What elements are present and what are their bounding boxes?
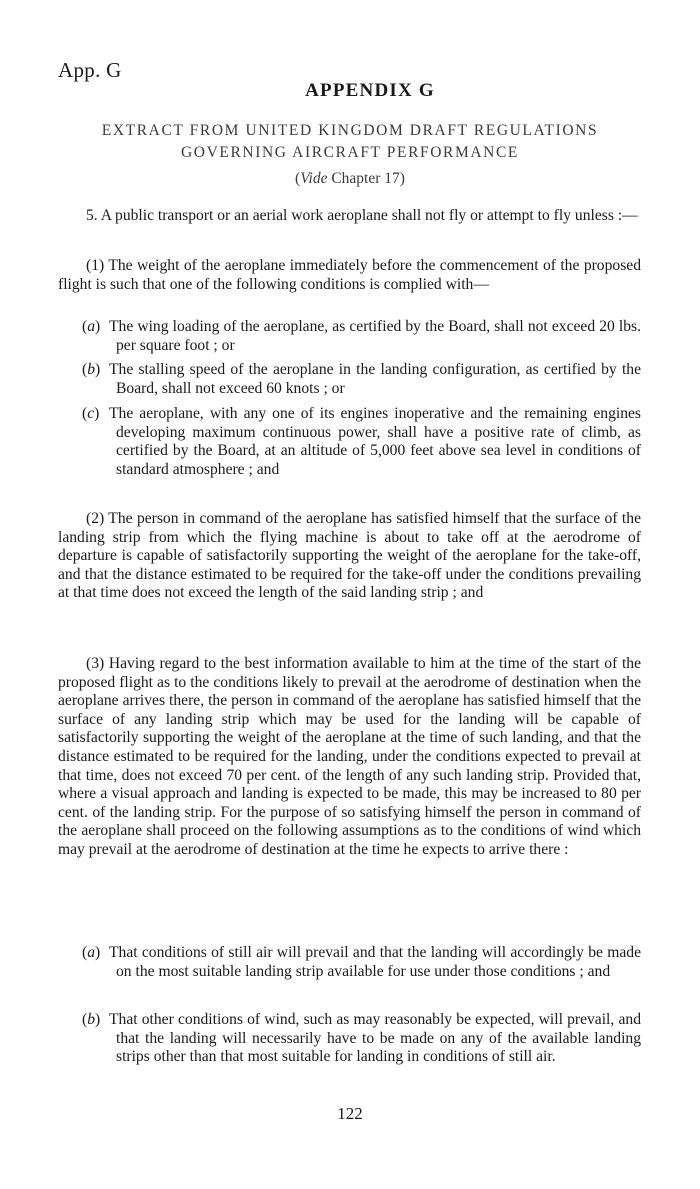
chapter-reference	[60, 170, 640, 188]
page-number: 122	[337, 1104, 363, 1123]
paragraph-5	[58, 207, 641, 226]
subparagraph-1-text: (1) The weight of the aeroplane immediately before the commencement of the proposed flight is such that one of the following conditions is complied with—	[58, 257, 641, 293]
appendix-subtitle: EXTRACT FROM UNITED KINGDOM DRAFT REGULATIONS GOVERNING AIRCRAFT PERFORMANCE	[101, 122, 599, 161]
item-label: (b)	[82, 361, 101, 378]
vide-word: Vide	[300, 170, 328, 187]
appendix-title: APPENDIX G	[305, 80, 435, 101]
item-label: (a)	[82, 944, 101, 961]
vide-rest: Chapter 17)	[327, 170, 405, 187]
subparagraph-1-item-a	[82, 318, 641, 355]
item-label: (c)	[82, 405, 100, 422]
item-text: The wing loading of the aeroplane, as certified by the Board, shall not exceed 20 lbs. per square foot ; or	[109, 318, 641, 354]
subparagraph-3	[58, 655, 641, 860]
vide-open: (	[295, 170, 301, 187]
subparagraph-1	[58, 257, 641, 294]
item-label: (a)	[82, 318, 101, 335]
item-text: That other conditions of wind, such as may reasonably be expected, will prevail, and that the landing will necessarily have to be made on any of the available landing strips other than that most suitable for landing in conditions of still air.	[109, 1011, 641, 1066]
subparagraph-3-item-b	[82, 1011, 641, 1067]
item-label: (b)	[82, 1011, 101, 1028]
subparagraph-3-item-a	[82, 944, 641, 981]
subparagraph-1-item-b	[82, 361, 641, 398]
running-head: App. G	[58, 58, 122, 82]
item-text: The aeroplane, with any one of its engines inoperative and the remaining engines developing maximum continuous power, shall have a positive rate of climb, as certified by the Board, at an altitude of 5,000 feet above sea level in conditions of standard atmosphere ; and	[109, 405, 641, 478]
item-text: That conditions of still air will prevail and that the landing will accordingly be made on the most suitable landing strip available for use under those conditions ; and	[109, 944, 641, 980]
subparagraph-2-text: (2) The person in command of the aeroplane has satisfied himself that the surface of the landing strip from which the flying machine is about to take off at the aerodrome of departure is capable of satisfactorily supporting the weight of the aeroplane for the take-off, and that the distance estimated to be required for the take-off under the conditions prevailing at that time does not exceed the length of the said landing strip ; and	[58, 510, 641, 602]
subparagraph-1-item-c	[82, 405, 641, 479]
paragraph-5-text: 5. A public transport or an aerial work aeroplane shall not fly or attempt to fly unless :—	[86, 207, 638, 224]
subparagraph-2	[58, 510, 641, 603]
subparagraph-3-text: (3) Having regard to the best information available to him at the time of the start of the proposed flight as to the conditions likely to prevail at the aerodrome of destination when the aeroplane arrives there, the person in command of the aeroplane has satisfied himself that the surface of any landing strip which may be used for the landing will be capable of satisfactorily supporting the weight of the aeroplane at the time of such landing, and that the distance estimated to be required for the landing, under the conditions expected to prevail at that time, does not exceed 70 per cent. of the length of any such landing strip. Provided that, where a visual approach and landing is expected to be made, this may be increased to 80 per cent. of the landing strip. For the purpose of so satisfying himself the person in command of the aeroplane shall proceed on the following assumptions as to the conditions of wind which may prevail at the aerodrome of destination at the time he expects to arrive there :	[58, 655, 641, 858]
item-text: The stalling speed of the aeroplane in the landing configuration, as certified by the Board, shall not exceed 60 knots ; or	[109, 361, 641, 397]
